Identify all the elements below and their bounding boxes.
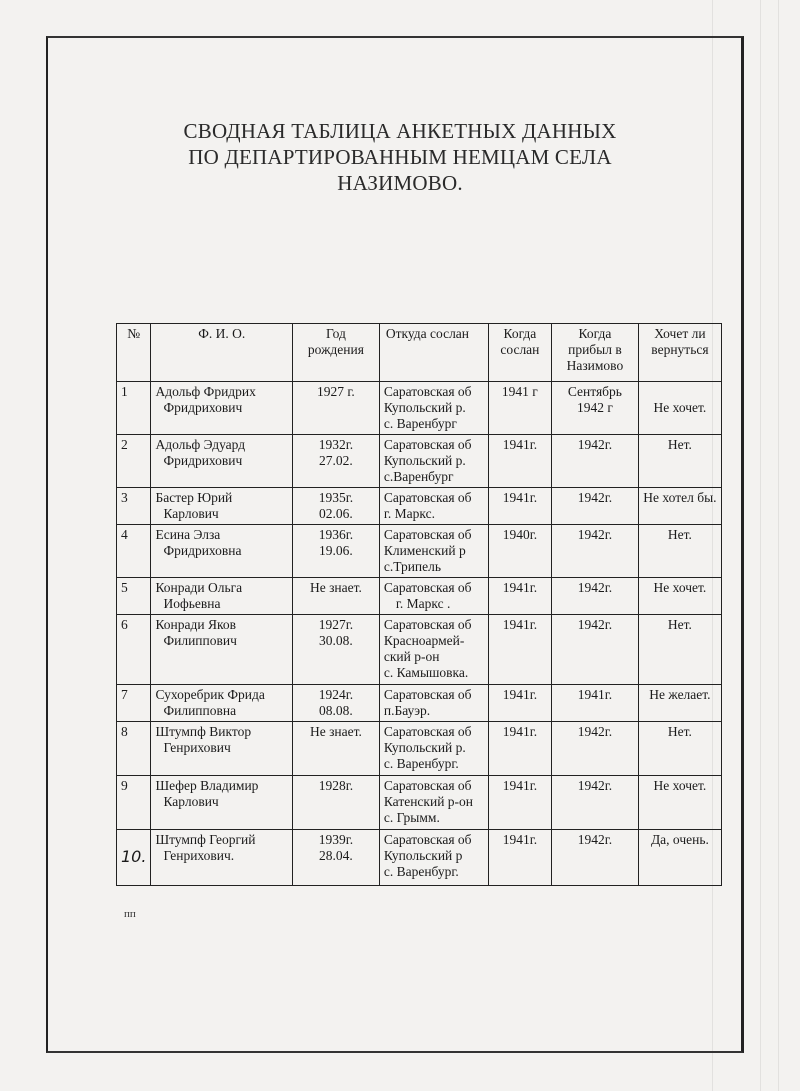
row-when-exiled: 1941г. [488, 830, 551, 886]
row-when-arrived: 1942г. [551, 488, 638, 525]
row-when-arrived: 1942г. [551, 776, 638, 830]
row-from [379, 615, 488, 685]
header-fio: Ф. И. О. [151, 324, 293, 382]
row-from [379, 578, 488, 615]
row-when-arrived: 1941г. [551, 685, 638, 722]
from-line: п.Бауэр. [383, 703, 431, 718]
row-when-arrived: 1942г. [551, 435, 638, 488]
year-value: 1928г. [318, 778, 354, 793]
fio-line: Штумпф Виктор [155, 724, 252, 739]
fio-line: Фридрихович [163, 400, 243, 415]
from-line: г. Маркс. [383, 506, 435, 521]
header-from: Откуда сослан [379, 324, 488, 382]
row-from [379, 830, 488, 886]
year-value: 1924г. [318, 687, 354, 702]
fio-line: Иофьевна [163, 596, 221, 611]
header-num: № [117, 324, 151, 382]
row-wants-return: Нет. [638, 615, 721, 685]
fio-line: Штумпф Георгий [155, 832, 256, 847]
row-wants-return: Не хочет. [638, 776, 721, 830]
row-when-exiled: 1941г. [488, 776, 551, 830]
fio-line: Фридриховна [163, 543, 242, 558]
from-line: Саратовская об [383, 724, 472, 739]
year-date: 19.06. [319, 543, 353, 558]
year-date: 02.06. [319, 506, 353, 521]
row-num: 6 [117, 615, 151, 685]
fio-line: Сухоребрик Фрида [155, 687, 265, 702]
from-line: Купольский р. [383, 740, 466, 755]
from-line: Катенский р-он [383, 794, 474, 809]
fio-line: Конради Ольга [155, 580, 243, 595]
fio-line: Филиппович [163, 633, 237, 648]
row-year [293, 488, 380, 525]
row-when-exiled: 1941 г [488, 382, 551, 435]
year-value: 1932г. [318, 437, 354, 452]
row-num: 1 [117, 382, 151, 435]
from-line: с. Грымм. [383, 810, 440, 825]
from-line: Саратовская об [383, 490, 472, 505]
year-date: 28.04. [319, 848, 353, 863]
row-from [379, 435, 488, 488]
fio-line: Есина Элза [155, 527, 221, 542]
row-year [293, 525, 380, 578]
table-row [117, 488, 722, 525]
year-value: Не знает. [309, 724, 362, 739]
row-fio [151, 525, 293, 578]
row-when-exiled: 1941г. [488, 615, 551, 685]
row-fio [151, 830, 293, 886]
table-header-row [117, 324, 722, 382]
row-num: 2 [117, 435, 151, 488]
row-year [293, 685, 380, 722]
row-year [293, 382, 380, 435]
from-line: Купольский р. [383, 453, 466, 468]
from-line: с.Трипель [383, 559, 442, 574]
row-wants-return: Нет. [638, 435, 721, 488]
fio-line: Генрихович. [163, 848, 235, 863]
table-row [117, 578, 722, 615]
from-line: Саратовская об [383, 832, 472, 847]
table-row [117, 435, 722, 488]
row-num: 9 [117, 776, 151, 830]
year-value: 1927 г. [317, 384, 355, 399]
row-when-exiled: 1941г. [488, 722, 551, 776]
year-value: 1935г. [318, 490, 354, 505]
footnote: пп [124, 908, 136, 920]
row-year [293, 435, 380, 488]
row-num-handwritten: 10. [121, 847, 147, 866]
row-when-arrived: Сентябрь 1942 г [551, 382, 638, 435]
row-num: 4 [117, 525, 151, 578]
row-from [379, 685, 488, 722]
table-row [117, 776, 722, 830]
survey-table [116, 323, 722, 886]
row-year [293, 722, 380, 776]
year-value: 1939г. [318, 832, 354, 847]
row-fio [151, 435, 293, 488]
row-year [293, 830, 380, 886]
row-wants-return: Да, очень. [638, 830, 721, 886]
fio-line: Филипповна [163, 703, 237, 718]
row-wants-return: Не хотел бы. [638, 488, 721, 525]
from-line: с. Варенбург. [383, 756, 459, 771]
row-fio [151, 615, 293, 685]
year-value: Не знает. [309, 580, 362, 595]
row-when-arrived: 1942г. [551, 525, 638, 578]
header-year: Год рождения [293, 324, 380, 382]
from-line: г. Маркс . [395, 596, 451, 611]
row-num: 5 [117, 578, 151, 615]
from-line: Клименский р [383, 543, 466, 558]
title-line-1: СВОДНАЯ ТАБЛИЦА АНКЕТНЫХ ДАННЫХ [183, 119, 617, 143]
header-wants-return: Хочет ли вернуться [638, 324, 721, 382]
from-line: Купольский р. [383, 400, 466, 415]
row-when-exiled: 1941г. [488, 578, 551, 615]
from-line: Саратовская об [383, 617, 472, 632]
fio-line: Фридрихович [163, 453, 243, 468]
year-date: 08.08. [319, 703, 353, 718]
scan-streak [760, 0, 761, 1091]
row-fio [151, 488, 293, 525]
table-row [117, 382, 722, 435]
header-when-arrived: Когда прибыл в Назимово [551, 324, 638, 382]
from-line: Саратовская об [383, 778, 472, 793]
row-when-arrived: 1942г. [551, 722, 638, 776]
table-row [117, 830, 722, 886]
row-wants-return: Не хочет. [638, 578, 721, 615]
row-when-exiled: 1941г. [488, 488, 551, 525]
fio-line: Конради Яков [155, 617, 236, 632]
from-line: Саратовская об [383, 384, 472, 399]
row-from [379, 525, 488, 578]
table-row [117, 685, 722, 722]
year-value: 1936г. [318, 527, 354, 542]
row-wants-return: Нет. [638, 722, 721, 776]
fio-line: Бастер Юрий [155, 490, 233, 505]
year-value: 1927г. [318, 617, 354, 632]
row-when-exiled: 1941г. [488, 435, 551, 488]
from-line: с. Варенбург. [383, 864, 459, 879]
fio-line: Адольф Эдуард [155, 437, 246, 452]
row-fio [151, 382, 293, 435]
table-row [117, 722, 722, 776]
table-row [117, 615, 722, 685]
row-wants-return [638, 382, 721, 435]
title-line-3: НАЗИМОВО. [337, 171, 463, 195]
row-year [293, 615, 380, 685]
row-year [293, 578, 380, 615]
fio-line: Карлович [163, 506, 219, 521]
row-year [293, 776, 380, 830]
row-from [379, 488, 488, 525]
row-wants-return: Не желает. [638, 685, 721, 722]
row-from [379, 776, 488, 830]
year-date: 30.08. [319, 633, 353, 648]
header-when-exiled: Когда сослан [488, 324, 551, 382]
from-line: Саратовская об [383, 437, 472, 452]
year-date: 27.02. [319, 453, 353, 468]
from-line: Саратовская об [383, 527, 472, 542]
from-line: Саратовская об [383, 580, 472, 595]
from-line: с. Камышовка. [383, 665, 469, 680]
row-when-arrived: 1942г. [551, 830, 638, 886]
row-when-arrived: 1942г. [551, 578, 638, 615]
row-num: 7 [117, 685, 151, 722]
table-row [117, 525, 722, 578]
scan-streak [778, 0, 779, 1091]
from-line: с.Варенбург [383, 469, 454, 484]
from-line: Красноармей-ский р-он [383, 633, 465, 664]
fio-line: Карлович [163, 794, 219, 809]
row-fio [151, 722, 293, 776]
row-fio [151, 685, 293, 722]
row-wants-return: Нет. [638, 525, 721, 578]
row-num: 8 [117, 722, 151, 776]
row-when-arrived: 1942г. [551, 615, 638, 685]
row-num [117, 830, 151, 886]
row-from [379, 382, 488, 435]
fio-line: Генрихович [163, 740, 231, 755]
from-line: с. Варенбург [383, 416, 457, 431]
row-fio [151, 776, 293, 830]
title-line-2: ПО ДЕПАРТИРОВАННЫМ НЕМЦАМ СЕЛА [188, 145, 612, 169]
from-line: Купольский р [383, 848, 463, 863]
row-when-exiled: 1940г. [488, 525, 551, 578]
row-from [379, 722, 488, 776]
want-value: Не хочет. [653, 400, 707, 415]
fio-line: Адольф Фридрих [155, 384, 256, 399]
row-fio [151, 578, 293, 615]
row-when-exiled: 1941г. [488, 685, 551, 722]
row-num: 3 [117, 488, 151, 525]
fio-line: Шефер Владимир [155, 778, 259, 793]
from-line: Саратовская об [383, 687, 472, 702]
